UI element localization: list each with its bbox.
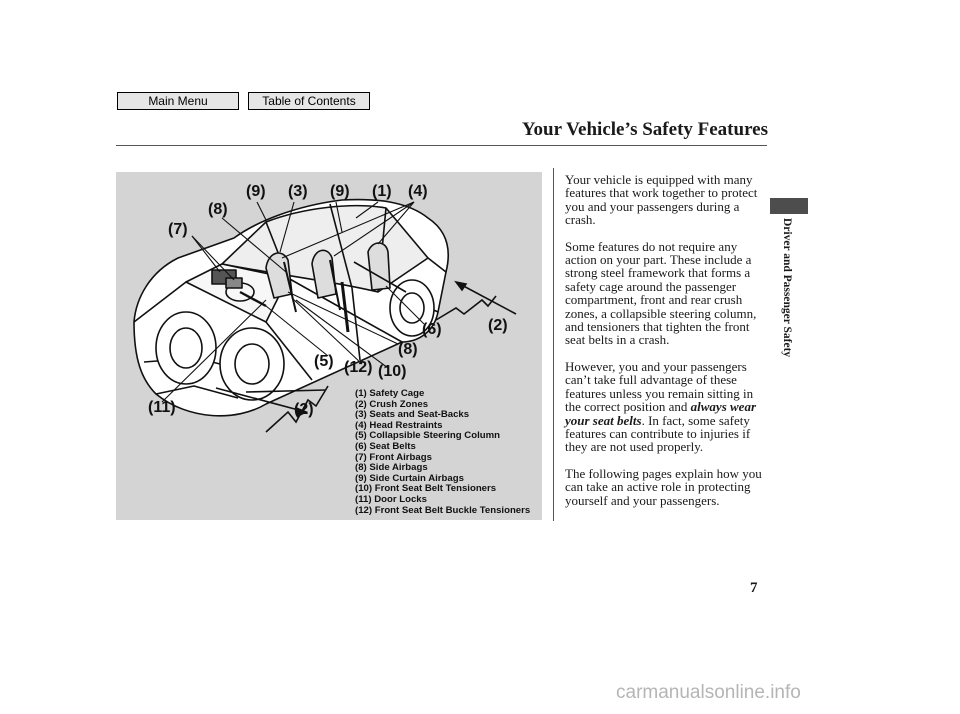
callout-label: (8) [208,201,228,218]
seat-belt-emphasis: always wear your seat belts [565,399,757,428]
main-menu-button[interactable]: Main Menu [117,92,239,110]
callout-label: (12) [344,359,373,376]
callout-label: (9) [330,183,350,200]
callout-label: (8) [398,341,418,358]
callout-label: (2) [488,317,508,334]
legend-item: (6) Seat Belts [355,440,416,452]
legend-item: (12) Front Seat Belt Buckle Tensioners [355,504,531,516]
callout-label: (9) [246,183,266,200]
figure-legend [355,389,545,516]
legend-item: (4) Head Restraints [355,419,443,431]
page-number: 7 [750,580,758,596]
paragraph-following-pages: The following pages explain how you can take an active role in protecting yourself and your passengers. [565,465,762,508]
table-of-contents-button[interactable]: Table of Contents [248,92,370,110]
callout-label: (10) [378,363,407,380]
page-title: Your Vehicle’s Safety Features [521,119,768,140]
legend-item: (11) Door Locks [355,493,427,505]
legend-item: (1) Safety Cage [355,388,425,399]
watermark: carmanualsonline.info [616,682,801,703]
callout-label: (6) [422,321,442,338]
legend-item: (2) Crush Zones [355,398,429,410]
callout-label: (3) [288,183,308,200]
legend-item: (10) Front Seat Belt Tensioners [355,483,497,495]
title-divider [116,145,767,146]
rear-crush-zone-marker [436,296,496,320]
paragraph-seat-belts-lead: However, you and your passengers can’t take full advantage of these features unless you remain sitting in the correct position and [565,358,754,415]
section-label: Driver and Passenger Safety [781,218,793,358]
callout-label: (11) [148,399,176,416]
paragraph-intro: Your vehicle is equipped with many features that work together to protect you and your passengers during a crash. [565,172,758,228]
paragraph-passive-features: Some features do not require any action on your part. These include a strong steel framework that forms a safety cage around the passenger compartment, front and rear crush zones, a collapsible steering column, and tensioners that tighten the front seat belts in a crash. [565,238,757,348]
paragraph-seat-belts [565,360,769,454]
legend-item: (8) Side Airbags [355,462,428,474]
section-tab-marker [770,198,808,214]
legend-item: (7) Front Airbags [355,451,432,463]
callout-label: (5) [314,353,334,370]
callout-label: (7) [168,221,188,238]
column-divider [553,168,554,521]
callout-label: (2) [294,401,314,418]
callout-label: (1) [372,183,392,200]
callout-label: (4) [408,183,428,200]
body-text [565,173,769,520]
legend-item: (5) Collapsible Steering Column [355,430,500,442]
legend-item: (3) Seats and Seat-Backs [355,409,470,421]
paragraph-seat-belts-tail: . In fact, some safety features can contribute to injuries if they are not used properly. [565,412,751,455]
legend-item: (9) Side Curtain Airbags [355,472,464,484]
